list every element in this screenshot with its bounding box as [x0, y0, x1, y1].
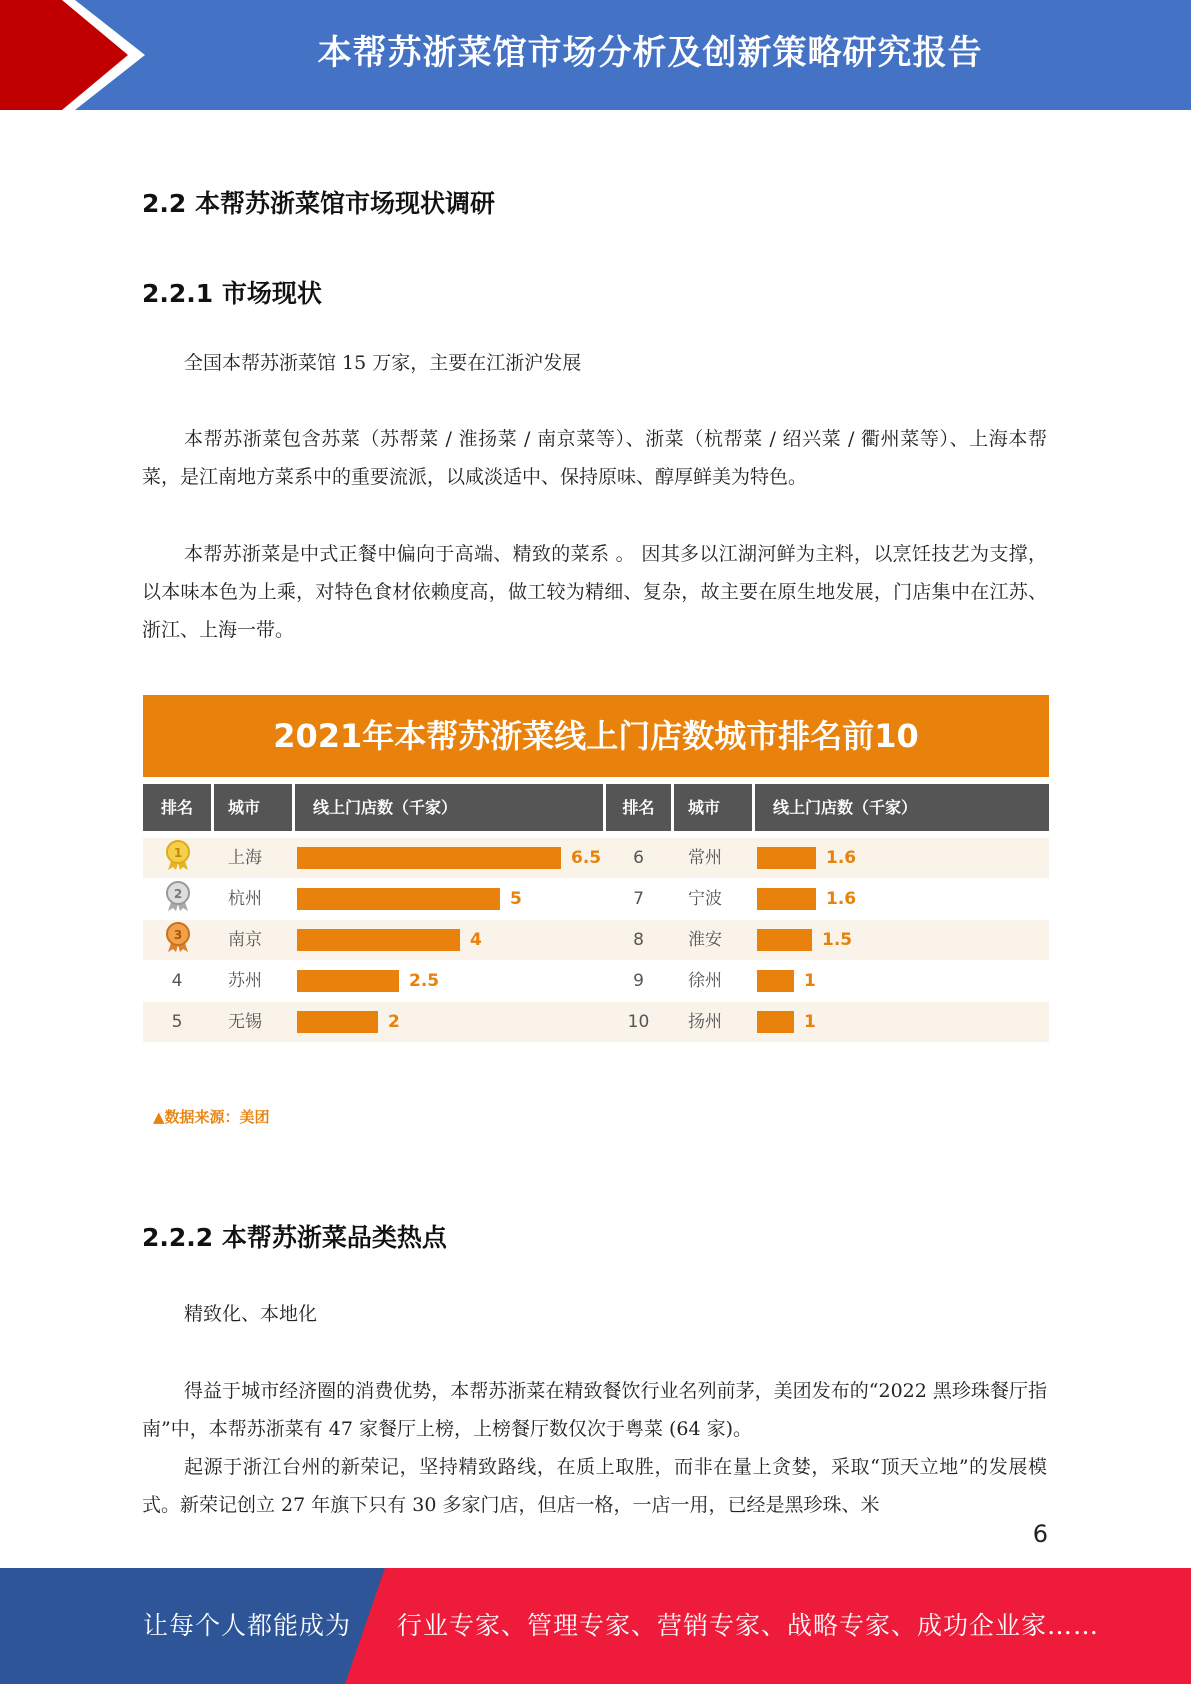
paragraph-cuisine-positioning: 本帮苏浙菜是中式正餐中偏向于高端、精致的菜系 。 因其多以江湖河鲜为主料，以烹饪技艺为支撑，以本味本色为上乘，对特色食材依赖度高，做工较为精细、复杂，故主要在原生地发展，门店集中在江苏、浙江、上海一带。 — [142, 543, 1047, 641]
city-cell: 苏州 — [228, 971, 262, 991]
rank-cell: 8 — [633, 930, 644, 950]
store-count-bar — [297, 970, 399, 992]
footer-slogan-right: 行业专家、管理专家、营销专家、战略专家、成功企业家…… — [397, 1611, 1100, 1640]
gold-medal-icon — [163, 839, 193, 871]
store-count-label: 1 — [804, 1012, 816, 1032]
store-count-bar — [757, 970, 794, 992]
rank-cell: 4 — [171, 971, 183, 991]
page-header — [0, 0, 1191, 110]
store-count-label: 2 — [388, 1012, 400, 1032]
store-count-bar — [297, 929, 460, 951]
city-cell: 杭州 — [228, 889, 262, 909]
section-heading-2-2-1: 2.2.1 市场现状 — [142, 279, 322, 308]
rank-cell: 10 — [627, 1012, 650, 1032]
city-cell: 徐州 — [688, 971, 722, 991]
data-source-note: ▲数据来源：美团 — [153, 1108, 270, 1126]
store-count-label: 5 — [510, 889, 522, 909]
svg-text:2: 2 — [173, 887, 183, 901]
column-header-rank-right: 排名 — [606, 784, 671, 831]
store-count-label: 1 — [804, 971, 816, 991]
column-header-city-left: 城市 — [214, 784, 292, 831]
store-count-bar — [757, 888, 816, 910]
store-count-label: 1.5 — [822, 930, 853, 950]
silver-medal-icon — [163, 880, 193, 912]
store-count-label: 6.5 — [571, 848, 602, 868]
city-cell: 扬州 — [688, 1012, 722, 1032]
store-count-bar — [757, 847, 816, 869]
column-header-city-right: 城市 — [674, 784, 752, 831]
store-count-label: 2.5 — [409, 971, 440, 991]
page-number: 6 — [1032, 1520, 1048, 1548]
store-count-bar — [297, 888, 500, 910]
header-arrow-decoration — [0, 0, 160, 110]
city-cell: 南京 — [228, 930, 262, 950]
table-title: 2021年本帮苏浙菜线上门店数城市排名前10 — [143, 695, 1049, 777]
column-header-rank-left: 排名 — [143, 784, 211, 831]
section-heading-2-2: 2.2 本帮苏浙菜馆市场现状调研 — [142, 189, 495, 218]
store-count-bar — [757, 1011, 794, 1033]
bronze-medal-icon — [163, 921, 193, 953]
rank-cell: 5 — [171, 1012, 183, 1032]
city-ranking-table — [143, 695, 1049, 1044]
store-count-label: 4 — [470, 930, 482, 950]
paragraph-black-pearl: 得益于城市经济圈的消费优势，本帮苏浙菜在精致餐饮行业名列前茅，美团发布的“2022 黑珍珠餐厅指南”中，本帮苏浙菜有 47 家餐厅上榜，上榜餐厅数仅次于粤菜 (64 家)。 — [142, 1380, 1047, 1440]
column-header-stores-left: 线上门店数（千家） — [295, 784, 603, 831]
city-cell: 淮安 — [688, 930, 722, 950]
document-title: 本帮苏浙菜馆市场分析及创新策略研究报告 — [317, 33, 983, 73]
page-footer — [0, 1568, 1191, 1684]
paragraph-store-count: 全国本帮苏浙菜馆 15 万家，主要在江浙沪发展 — [184, 352, 582, 374]
svg-text:1: 1 — [173, 846, 183, 860]
store-count-label: 1.6 — [826, 848, 857, 868]
column-header-stores-right: 线上门店数（千家） — [755, 784, 1049, 831]
paragraph-cuisine-definition: 本帮苏浙菜包含苏菜（苏帮菜 / 淮扬菜 / 南京菜等）、浙菜（杭帮菜 / 绍兴菜 / 衢州菜等）、上海本帮菜，是江南地方菜系中的重要流派，以咸淡适中、保持原味、醇厚鲜美为特色。 — [142, 428, 1047, 488]
city-cell: 常州 — [688, 848, 722, 868]
footer-slogan-left: 让每个人都能成为 — [143, 1611, 352, 1640]
paragraph-category-trend: 精致化、本地化 — [184, 1303, 318, 1325]
svg-text:3: 3 — [173, 928, 183, 942]
rank-cell: 9 — [633, 971, 644, 991]
store-count-label: 1.6 — [826, 889, 857, 909]
city-cell: 无锡 — [228, 1012, 262, 1032]
section-heading-2-2-2: 2.2.2 本帮苏浙菜品类热点 — [142, 1223, 447, 1252]
city-cell: 宁波 — [688, 889, 722, 909]
store-count-bar — [297, 1011, 378, 1033]
city-cell: 上海 — [228, 848, 262, 868]
store-count-bar — [297, 847, 561, 869]
paragraph-xinrongji: 起源于浙江台州的新荣记，坚持精致路线，在质上取胜，而非在量上贪婪，采取“顶天立地”的发展模式。新荣记创立 27 年旗下只有 30 多家门店，但店一格，一店一用，已经是黑珍珠、米 — [142, 1456, 1047, 1516]
rank-cell: 6 — [633, 848, 644, 868]
rank-cell: 7 — [633, 889, 644, 909]
store-count-bar — [757, 929, 812, 951]
